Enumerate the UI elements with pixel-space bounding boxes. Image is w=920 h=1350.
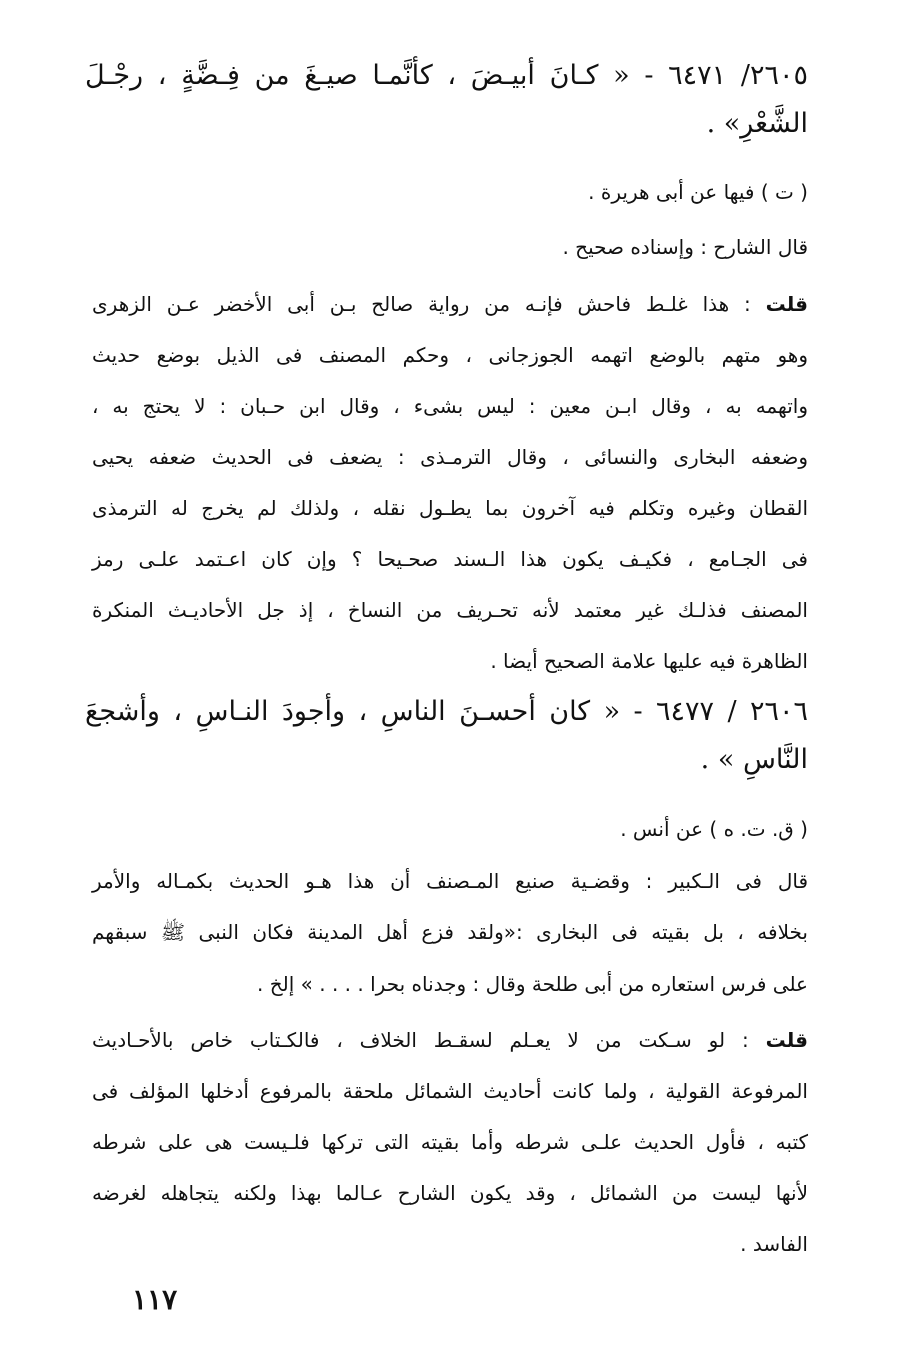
hadith-2605-source: ( ت ) فيها عن أبى هريرة .	[588, 180, 808, 204]
comment-1-line-1	[92, 289, 808, 319]
comment-2-line-5: الفاسد .	[740, 1232, 808, 1256]
hadith-2605-line-1: ٢٦٠٥/ ٦٤٧١ - « كـانَ أبيـضَ ، كأنَّمـا صيـغَ من فِـضَّةٍ ، رجْـلَ	[85, 60, 808, 91]
comment-2-line-3: كتبه ، فأول الحديث علـى شرطه وأما بقيته التى تركها فلـيست هى على شرطه	[92, 1130, 808, 1154]
kabir-statement-line-1: قال فى الـكبير : وقضـية صنيع المـصنف أن هذا هـو الحديث بكمـاله والأمر	[92, 869, 808, 893]
comment-1-line-6: فى الجـامع ، فكيـف يكون هذا الـسند صحـيحا ؟ وإن كان اعـتمد علـى رمز	[92, 547, 808, 571]
hadith-2606-source: ( ق. ت. ه ) عن أنس .	[620, 817, 808, 841]
comment-2-line-1-text: : لو سـكت من لا يعـلم لسقـط الخلاف ، فالكـتاب خاص بالأحـاديث	[92, 1028, 749, 1052]
kabir-statement-line-3: على فرس استعاره من أبى طلحة وقال : وجدناه بحرا . . . . » إلخ .	[257, 972, 808, 996]
comment-1-line-4: وضعفه البخارى والنسائى ، وقال الترمـذى : يضعف فى الحديث ضعفه يحيى	[92, 445, 808, 469]
comment-1-line-2: وهو متهم بالوضع اتهمه الجوزجانى ، وحكم المصنف فى الذيل بوضع حديث	[92, 343, 808, 367]
comment-2-line-1	[92, 1025, 808, 1055]
hadith-2606-line-2: النَّاسِ » .	[700, 744, 808, 775]
comment-1-line-7: المصنف فذلـك غير معتمد لأنه تحـريف من النساخ ، إذ جل الأحاديـث المنكرة	[92, 598, 808, 622]
comment-1-line-1-text: : هذا غلـط فاحش فإنـه من رواية صالح بـن أبى الأخضر عـن الزهرى	[92, 292, 751, 316]
comment-2-line-4: لأنها ليست من الشمائل ، وقد يكون الشارح عـالما بهذا ولكنه يتجاهله لغرضه	[92, 1181, 808, 1205]
comment-1-line-8: الظاهرة فيه عليها علامة الصحيح أيضا .	[490, 649, 808, 673]
hadith-2606-line-1: ٢٦٠٦ / ٦٤٧٧ - « كان أحسـنَ الناسِ ، وأجودَ النـاسِ ، وأشجعَ	[85, 696, 808, 727]
page-number: ١١٧	[132, 1283, 178, 1316]
comment-2-lead: قلت	[765, 1028, 808, 1052]
comment-1-line-5: القطان وغيره وتكلم فيه آخرون بما يطـول نقله ، ولذلك لم يخرج له الترمذى	[92, 496, 808, 520]
comment-1-line-3: واتهمه به ، وقال ابـن معين : ليس بشىء ، وقال ابن حـبان : لا يحتج به ،	[92, 394, 808, 418]
kabir-statement-line-2: بخلافه ، بل بقيته فى البخارى :«ولقد فزع أهل المدينة فكان النبى ﷺ سبقهم	[92, 920, 808, 944]
comment-1-lead: قلت	[765, 292, 809, 316]
comment-2-line-2: المرفوعة القولية ، ولما كانت أحاديث الشمائل ملحقة بالمرفوع أدخلها المؤلف فى	[92, 1079, 808, 1103]
hadith-2605-line-2: الشَّعْرِ» .	[706, 108, 808, 139]
sharih-statement: قال الشارح : وإسناده صحيح .	[562, 235, 808, 259]
